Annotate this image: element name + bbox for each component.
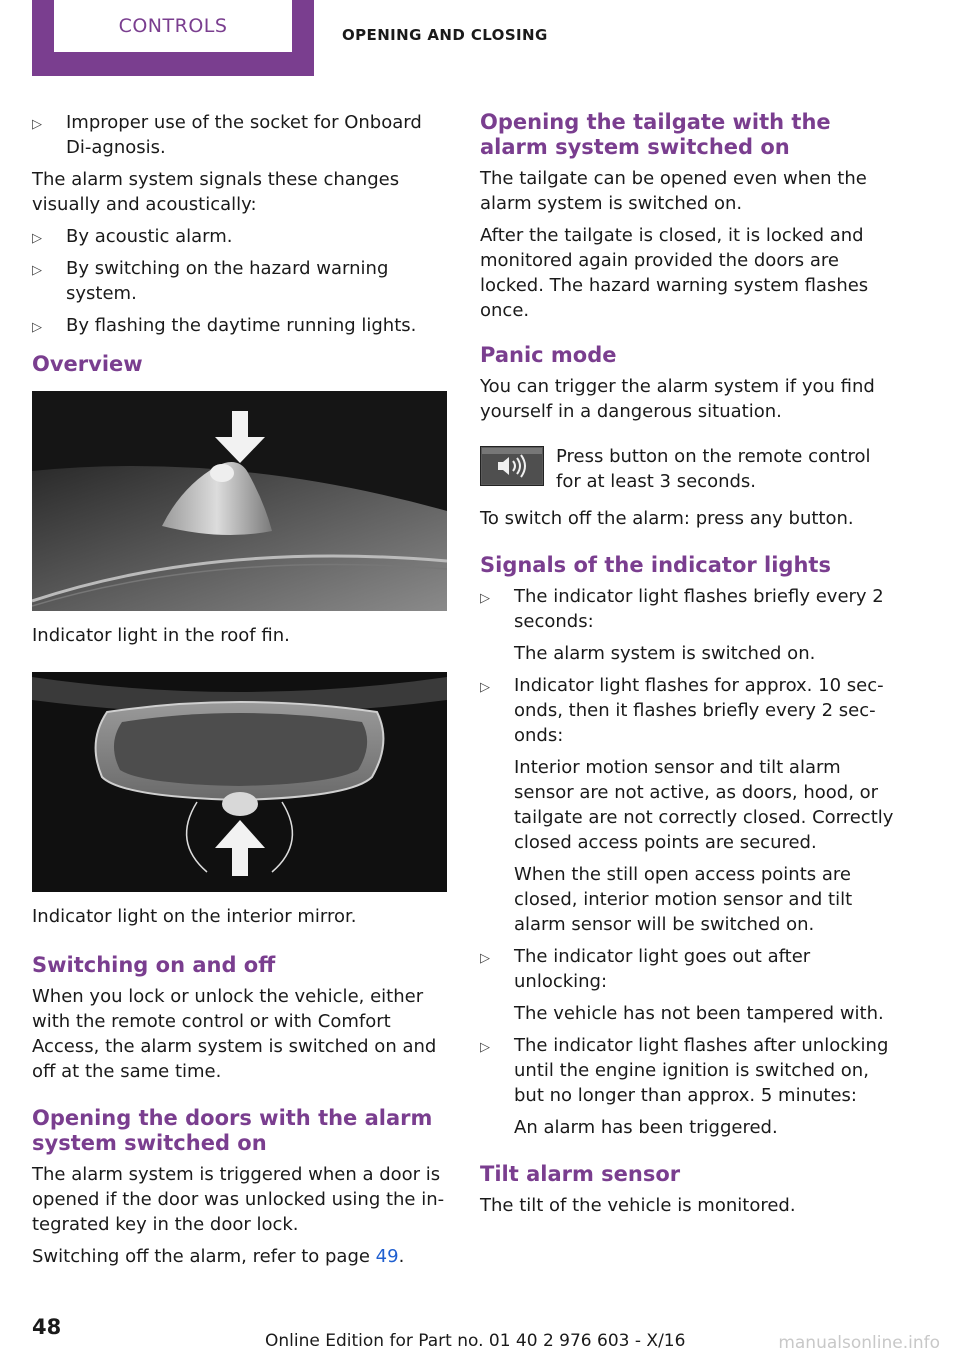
figure-caption: Indicator light in the roof fin. [32, 625, 290, 646]
list-item-text: The indicator light goes out after unlocking: [514, 946, 811, 992]
switching-heading: Switching on and off [32, 953, 276, 977]
edition-note: Online Edition for Part no. 01 40 2 976 603 - X/16 [265, 1331, 686, 1351]
figure-caption: Indicator light on the interior mirror. [32, 906, 357, 927]
list-item-detail: The alarm system is switched on. [514, 643, 816, 664]
list-item [32, 224, 450, 249]
left-column [32, 110, 450, 1276]
panic-instruction [480, 444, 898, 494]
interior-mirror-figure [32, 672, 447, 892]
paragraph: The tailgate can be opened even when the alarm system is switched on. [480, 168, 867, 214]
header-tab [32, 0, 314, 76]
list-item-detail: The vehicle has not been tampered with. [514, 1003, 884, 1024]
list-item [480, 673, 898, 748]
list-item [32, 313, 450, 338]
list-item [480, 944, 898, 994]
header-tab-label: CONTROLS [54, 0, 292, 52]
list-item [480, 1033, 898, 1108]
list-item-text: The indicator light flashes briefly every 2 seconds: [514, 586, 884, 632]
list-item-text: By acoustic alarm. [66, 226, 233, 247]
punctuation: . [398, 1246, 405, 1267]
roof-fin-illustration [32, 391, 447, 611]
list-item-text: By flashing the daytime running lights. [66, 315, 417, 336]
interior-mirror-illustration [32, 672, 447, 892]
triangle-right-icon: ▷ [32, 117, 42, 132]
roof-fin-figure [32, 391, 447, 611]
panic-heading: Panic mode [480, 343, 617, 367]
tilt-heading: Tilt alarm sensor [480, 1162, 681, 1186]
paragraph: You can trigger the alarm system if you find yourself in a dangerous situation. [480, 376, 875, 422]
paragraph: To switch off the alarm: press any button. [480, 508, 854, 529]
list-item [480, 584, 898, 634]
list-item [32, 256, 450, 306]
panic-speaker-icon [480, 446, 544, 486]
list-item-text: Improper use of the socket for Onboard Di-agnosis. [66, 112, 422, 158]
paragraph [32, 1244, 450, 1269]
triangle-right-icon: ▷ [480, 1040, 490, 1055]
triangle-right-icon: ▷ [480, 951, 490, 966]
list-item-text: The indicator light flashes after unlocking until the engine ignition is switched on, but no longer than approx. 5 minutes: [514, 1035, 889, 1106]
doors-heading: Opening the doors with the alarm system switched on [32, 1106, 433, 1155]
paragraph: The tilt of the vehicle is monitored. [480, 1195, 796, 1216]
paragraph: The alarm system is triggered when a door is opened if the door was unlocked using the in-tegrated key in the door lock. [32, 1164, 445, 1235]
tailgate-heading: Opening the tailgate with the alarm system switched on [480, 110, 831, 159]
triangle-right-icon: ▷ [32, 231, 42, 246]
page-link[interactable]: 49 [375, 1246, 399, 1267]
page-number: 48 [32, 1315, 62, 1339]
list-item-text: Indicator light flashes for approx. 10 sec-onds, then it flashes briefly every 2 sec-onds: [514, 675, 884, 746]
list-item-text: By switching on the hazard warning system. [66, 258, 389, 304]
list-item-detail: Interior motion sensor and tilt alarm sensor are not active, as doors, hood, or tailgate are not correctly closed. Correctly closed access points are secured. [514, 757, 894, 853]
list-item-detail: An alarm has been triggered. [514, 1117, 778, 1138]
paragraph: After the tailgate is closed, it is locked and monitored again provided the doors are locked. The hazard warning system flashes once. [480, 225, 869, 321]
cross-reference-text: Switching off the alarm, refer to page [32, 1246, 376, 1267]
paragraph: The alarm system signals these changes visually and acoustically: [32, 169, 400, 215]
triangle-right-icon: ▷ [480, 680, 490, 695]
triangle-right-icon: ▷ [32, 263, 42, 278]
watermark: manualsonline.info [778, 1333, 940, 1353]
overview-heading: Overview [32, 352, 143, 376]
panic-instruction-text: Press button on the remote control for at least 3 seconds. [556, 446, 871, 492]
right-column [480, 110, 898, 1225]
list-item-detail: When the still open access points are closed, interior motion sensor and tilt alarm sensor will be switched on. [514, 864, 853, 935]
triangle-right-icon: ▷ [480, 591, 490, 606]
paragraph: When you lock or unlock the vehicle, either with the remote control or with Comfort Access, the alarm system is switched on and off at the same time. [32, 986, 437, 1082]
header-section-title: OPENING AND CLOSING [342, 26, 548, 44]
triangle-right-icon: ▷ [32, 320, 42, 335]
signals-heading: Signals of the indicator lights [480, 553, 831, 577]
list-item [32, 110, 450, 160]
